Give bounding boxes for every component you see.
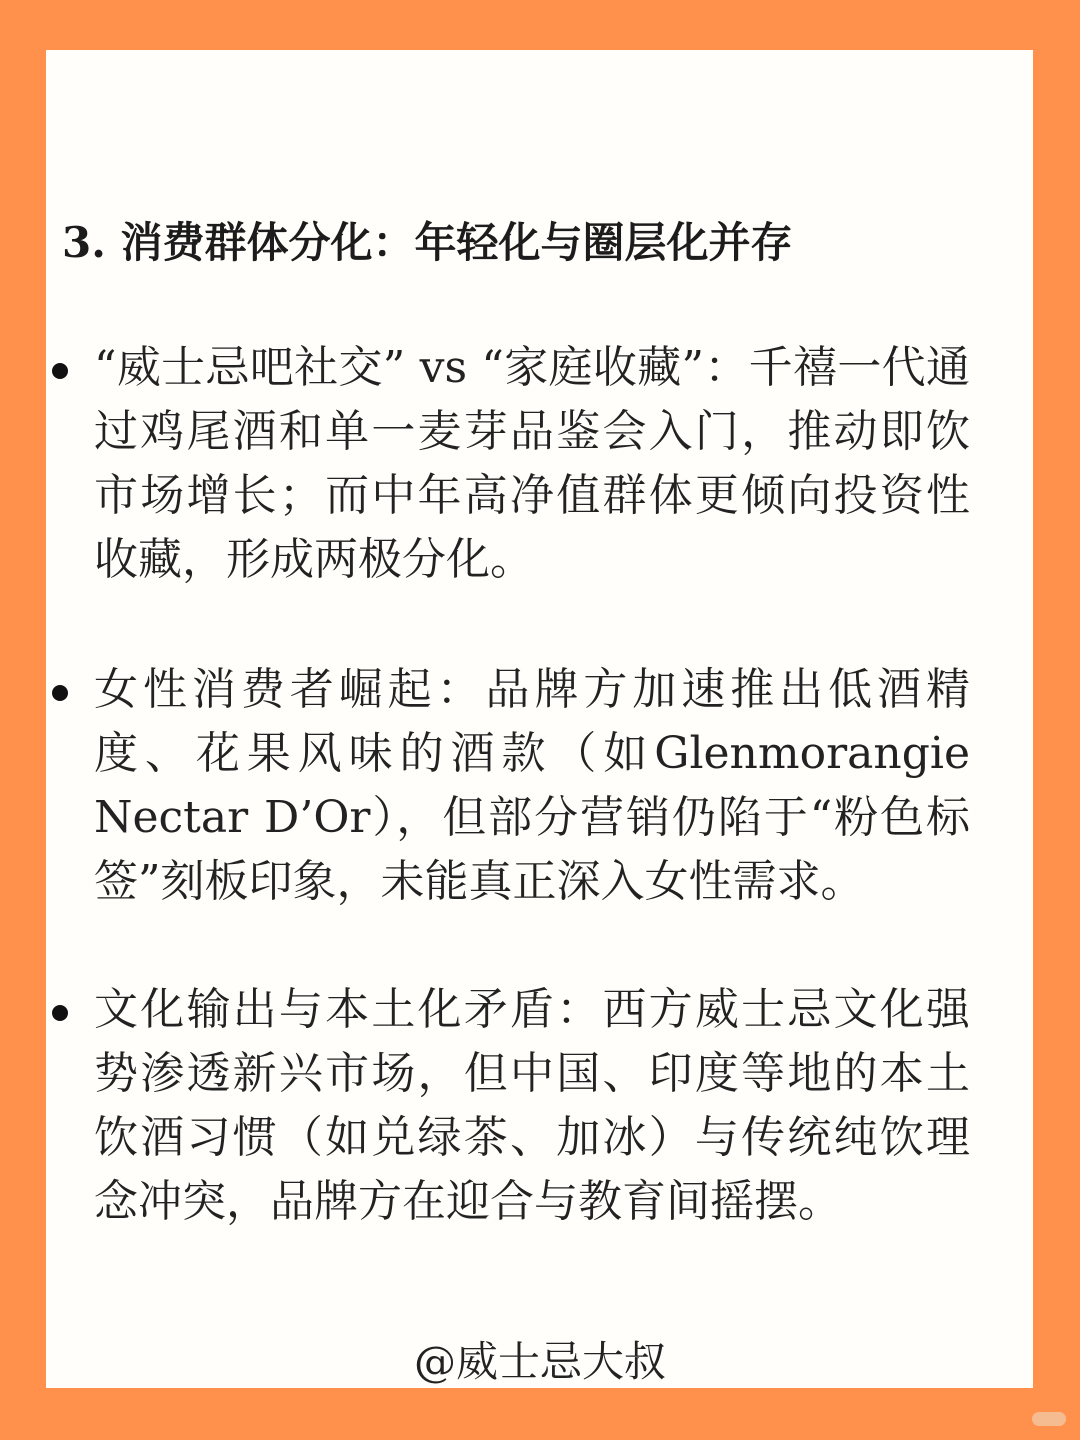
bullet-text: 文化输出与本土化矛盾：西方威士忌文化强势渗透新兴市场，但中国、印度等地的本土饮酒习惯（如兑绿茶、加冰）与传统纯饮理念冲突，品牌方在迎合与教育间摇摆。 bbox=[94, 984, 970, 1227]
bullet-item bbox=[52, 336, 972, 592]
bullet-dot-icon bbox=[52, 1005, 68, 1021]
bullet-item bbox=[52, 658, 972, 914]
bullet-dot-icon bbox=[52, 685, 68, 701]
section-heading: 3. 消费群体分化：年轻化与圈层化并存 bbox=[62, 218, 793, 267]
bullet-dot-icon bbox=[52, 363, 68, 379]
bullet-text: 女性消费者崛起：品牌方加速推出低酒精度、花果风味的酒款（如Glenmorangie Nectar D’Or），但部分营销仍陷于“粉色标签”刻板印象，未能真正深入女性需求。 bbox=[94, 664, 970, 907]
bullet-item bbox=[52, 978, 972, 1234]
bullet-text: “威士忌吧社交” vs “家庭收藏”：千禧一代通过鸡尾酒和单一麦芽品鉴会入门，推动即饮市场增长；而中年高净值群体更倾向投资性收藏，形成两极分化。 bbox=[94, 342, 970, 585]
watermark-icon bbox=[1032, 1412, 1066, 1426]
author-signature: @威士忌大叔 bbox=[413, 1337, 666, 1386]
